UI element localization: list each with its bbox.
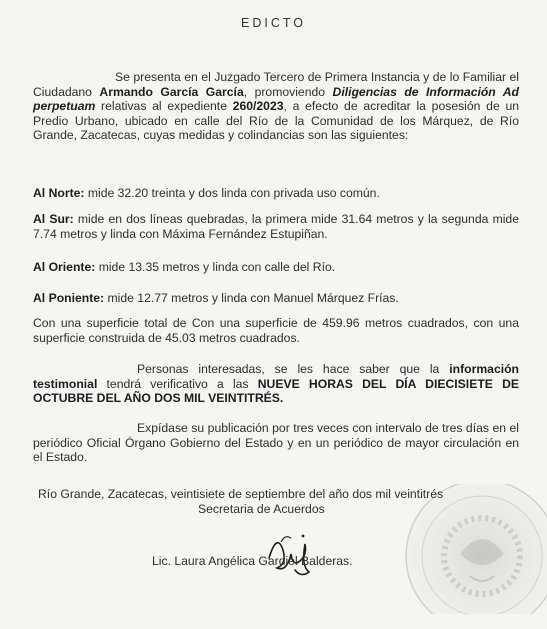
boundary-south xyxy=(33,212,519,241)
signer-name: Lic. Laura Angélica Gardiel Balderas. xyxy=(152,554,353,568)
notice-text-1: Personas interesadas, se les hace saber que la xyxy=(137,362,450,376)
boundary-east xyxy=(33,260,519,275)
intro-text-4: , a efecto de acreditar la posesión de un Predio Urbano, ubicado en calle del Río de la Comunidad de los Márquez, de Río Grande, Zacatecas, cuyas medidas y colindancias son las siguientes: xyxy=(33,99,519,143)
boundary-text: mide 32.20 treinta y dos linda con privada uso común. xyxy=(84,186,380,200)
boundary-label: Al Norte: xyxy=(33,186,85,200)
hearing-date: NUEVE HORAS DEL DÍA DIECISIETE DE OCTUBRE DEL AÑO DOS MIL VEINTITRÉS. xyxy=(33,376,520,406)
case-number: 260/2023 xyxy=(232,99,284,114)
boundary-north xyxy=(33,186,519,201)
boundary-west xyxy=(33,291,519,306)
boundary-label: Al Oriente: xyxy=(33,260,96,274)
surface-paragraph: Con una superficie total de Con una superficie de 459.96 metros cuadrados, con una superficie construida de 45.03 metros cuadrados. xyxy=(33,316,519,345)
boundary-text: mide 12.77 metros y linda con Manuel Márquez Frías. xyxy=(104,291,399,305)
boundary-label: Al Poniente: xyxy=(33,291,105,305)
intro-paragraph xyxy=(33,70,519,143)
notice-text-2: tendrá verificativo a las xyxy=(97,376,258,391)
notice-paragraph xyxy=(33,362,519,406)
boundary-label: Al Sur: xyxy=(33,212,74,226)
signer-title: Secretaria de Acuerdos xyxy=(198,502,325,516)
signature-icon xyxy=(259,524,329,579)
intro-text-2: , promoviendo xyxy=(243,84,333,99)
boundary-text: mide 13.35 metros y linda con calle del Río. xyxy=(95,260,336,274)
boundary-text: mide en dos líneas quebradas, la primera mide 31.64 metros y la segunda mide 7.74 metros y linda con Máxima Fernández Estupiñan. xyxy=(33,212,519,241)
court-seal-icon xyxy=(400,484,547,614)
intro-text-1: Se presenta en el Juzgado Tercero de Primera Instancia y de lo Familiar el Ciudadano xyxy=(33,70,519,99)
proceeding-type: Diligencias de Información Ad perpetuam xyxy=(33,84,520,114)
place-and-date: Río Grande, Zacatecas, veintisiete de septiembre del año dos mil veintitrés xyxy=(38,487,444,501)
document-title: EDICTO xyxy=(241,16,306,30)
publication-paragraph: Expídase su publicación por tres veces con intervalo de tres días en el periódico Oficial Órgano Gobierno del Estado y en un periódico de mayor circulación en el Estado. xyxy=(33,421,519,465)
applicant-name: Armando García García xyxy=(99,84,244,99)
intro-text-3: relativas al expediente xyxy=(95,99,233,114)
testimonial-info: información testimonial xyxy=(33,362,519,391)
